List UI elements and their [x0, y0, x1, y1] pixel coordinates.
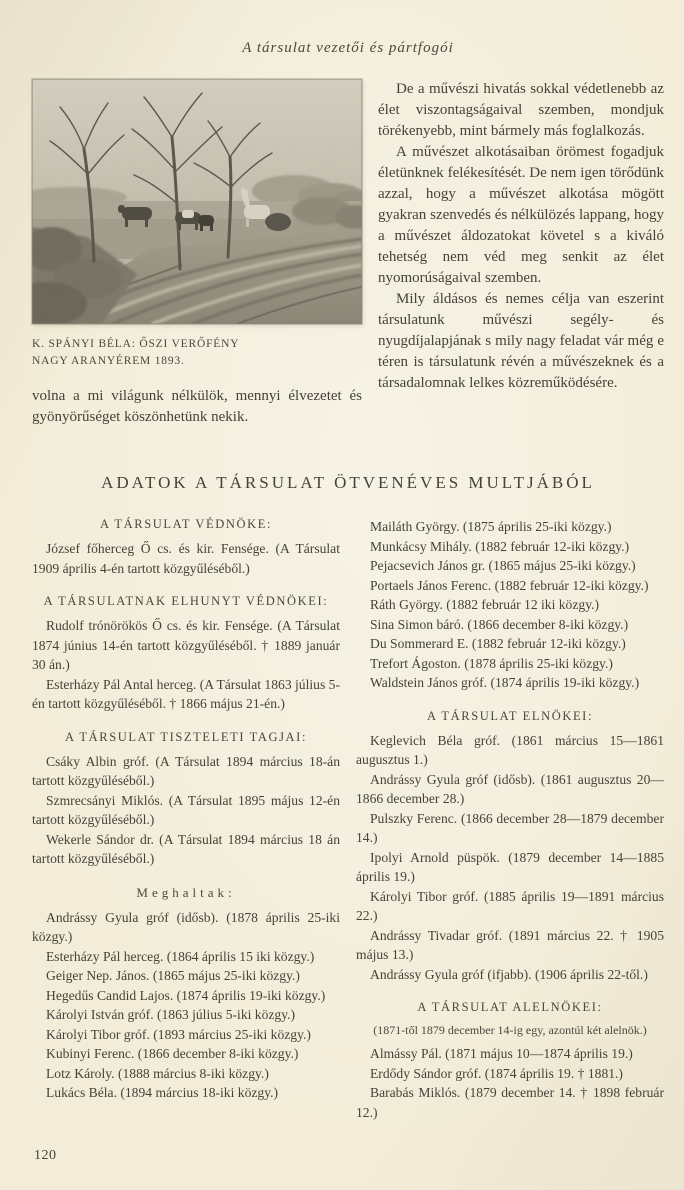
list-entry: Károlyi Tibor gróf. (1893 március 25-iki közgy.): [46, 1026, 311, 1042]
list-entry: Waldstein János gróf. (1874 április 19-iki közgy.): [370, 675, 640, 690]
list-entry: Sina Simon báró. (1866 december 8-iki közgy.): [370, 616, 629, 632]
alelnokei-note: (1871-től 1879 december 14-ig egy, azontúl két alelnök.): [373, 1023, 647, 1037]
list-entry: Geiger Nep. János. (1865 május 25-iki közgy.): [46, 968, 300, 983]
list-entry: Pejacsevich János gr. (1865 május 25-iki közgy.): [370, 558, 636, 573]
section-title: ADATOK A TÁRSULAT ÖTVENÉVES MULTJÁBÓL: [101, 473, 595, 492]
photo-caption-line1: K. SPÁNYI BÉLA: ŐSZI VERŐFÉNY: [32, 338, 240, 350]
list-entry: Lotz Károly. (1888 március 8-iki közgy.): [46, 1065, 269, 1081]
photo-caption-line2: NAGY ARANYÉREM 1893.: [32, 355, 185, 367]
list-entry: Trefort Ágoston. (1878 április 25-iki közgy.): [370, 655, 613, 671]
top-right-column: [378, 79, 664, 443]
list-entry: József főherceg Ő cs. és kir. Fensége. (A Társulat 1909 április 4-én tartott közgyűléséből.): [32, 541, 340, 576]
top-section: [32, 79, 664, 443]
intro-paragraph-2: A művészet alkotásaiban örömest fogadjuk életünknek felékesítését. De nem igen törődünk azzal, hogy a művészet alkotása mögött gyakran szenvedés és nélkülözés lappang, hogy a művészet áldozatokat követel s a kiváló tehetség nem véd meg senkit az élet nyomorúságaival szemben.: [378, 144, 664, 286]
intro-left-paragraph: volna a mi világunk nélkülök, mennyi élvezetet és gyönyörűséget köszönhetünk nekik.: [32, 388, 362, 425]
painting-photo: [32, 79, 362, 324]
list-entry: Csáky Albin gróf. (A Társulat 1894 március 18-án tartott közgyűléséből.): [32, 753, 340, 788]
heading-meghaltak: Meghaltak:: [136, 884, 236, 900]
painting-illustration: [32, 79, 362, 324]
list-entry: Andrássy Tivadar gróf. (1891 március 22. † 1905 május 13.): [356, 927, 664, 962]
list-column-right: [356, 515, 664, 1122]
list-entry: Andrássy Gyula gróf (ifjabb). (1906 április 22-től.): [370, 966, 648, 982]
list-entry: Mailáth György. (1875 április 25-iki közgy.): [370, 519, 612, 534]
list-entry: Esterházy Pál Antal herceg. (A Társulat 1863 július 5-én tartott közgyűléséből. † 1866 május 21-én.): [32, 676, 340, 711]
list-entry: Wekerle Sándor dr. (A Társulat 1894 március 18 án tartott közgyűléséből.): [32, 831, 340, 866]
list-entry: Rudolf trónörökös Ő cs. és kir. Fensége. (A Társulat 1874 június 14-én tartott közgyűléséből. † 1889 január 30 án.): [32, 618, 340, 672]
list-entry: Du Sommerard E. (1882 február 12-iki közgy.): [370, 636, 626, 651]
list-entry: Károlyi Tibor gróf. (1885 április 19—1891 március 22.): [356, 888, 664, 923]
heading-elhunyt-vednokei: A TÁRSULATNAK ELHUNYT VÉDNÖKEI:: [43, 594, 329, 608]
intro-paragraph-3: Mily áldásos és nemes célja van eszerint társulatunk művészi segély- és nyugdíjalapjának s mily nagy feladat vár még e téren is társulatunk révén a művészeknek és a társadalomnak lelkes közreműködésére.: [378, 291, 664, 391]
list-entry: Portaels János Ferenc. (1882 február 12-iki közgy.): [370, 577, 649, 593]
list-entry: Ipolyi Arnold püspök. (1879 december 14—1885 április 19.): [356, 849, 664, 884]
running-head: A társulat vezetői és pártfogói: [242, 40, 454, 56]
list-entry: Szmrecsányi Miklós. (A Társulat 1895 május 12-én tartott közgyűléséből.): [32, 792, 340, 827]
page-number: 120: [34, 1148, 57, 1163]
heading-alelnokei: A TÁRSULAT ALELNÖKEI:: [417, 1000, 603, 1014]
list-entry: Andrássy Gyula gróf (idősb). (1878 április 25-iki közgy.): [32, 909, 340, 944]
list-entry: Kubinyi Ferenc. (1866 december 8-iki közgy.): [46, 1046, 299, 1061]
list-entry: Pulszky Ferenc. (1866 december 28—1879 december 14.): [356, 810, 664, 845]
list-entry: Esterházy Pál herceg. (1864 április 15 iki közgy.): [46, 948, 315, 964]
list-entry: Keglevich Béla gróf. (1861 március 15—1861 augusztus 1.): [356, 732, 664, 767]
top-left-column: [32, 79, 362, 443]
list-entry: Andrássy Gyula gróf (idősb). (1861 augusztus 20—1866 december 28.): [356, 771, 664, 806]
intro-paragraph-1: De a művészi hivatás sokkal védetlenebb az élet viszontagságaival szemben, mondjuk törékenyebb, mint bármely más foglalkozás.: [378, 81, 664, 139]
list-entry: Almássy Pál. (1871 május 10—1874 április 19.): [370, 1046, 633, 1061]
list-entry: Munkácsy Mihály. (1882 február 12-iki közgy.): [370, 538, 630, 554]
list-entry: Lukács Béla. (1894 március 18-iki közgy.): [46, 1085, 279, 1100]
list-entry: Erdődy Sándor gróf. (1874 április 19. † 1881.): [370, 1065, 623, 1081]
photo-caption: [32, 336, 362, 370]
list-entry: Károlyi István gróf. (1863 július 5-iki közgy.): [46, 1007, 296, 1022]
heading-vednoke: A TÁRSULAT VÉDNÖKE:: [99, 517, 273, 531]
list-entry: Ráth György. (1882 február 12 iki közgy.): [370, 597, 600, 612]
list-entry: Barabás Miklós. (1879 december 14. † 1898 február 12.): [356, 1085, 664, 1120]
list-column-left: [32, 515, 340, 1122]
list-entry: Hegedűs Candid Lajos. (1874 április 19-iki közgy.): [46, 987, 326, 1003]
heading-tiszteleti-tagjai: A TÁRSULAT TISZTELETI TAGJAI:: [64, 729, 308, 744]
heading-elnokei: A TÁRSULAT ELNÖKEI:: [426, 708, 594, 723]
list-columns: [32, 515, 664, 1122]
